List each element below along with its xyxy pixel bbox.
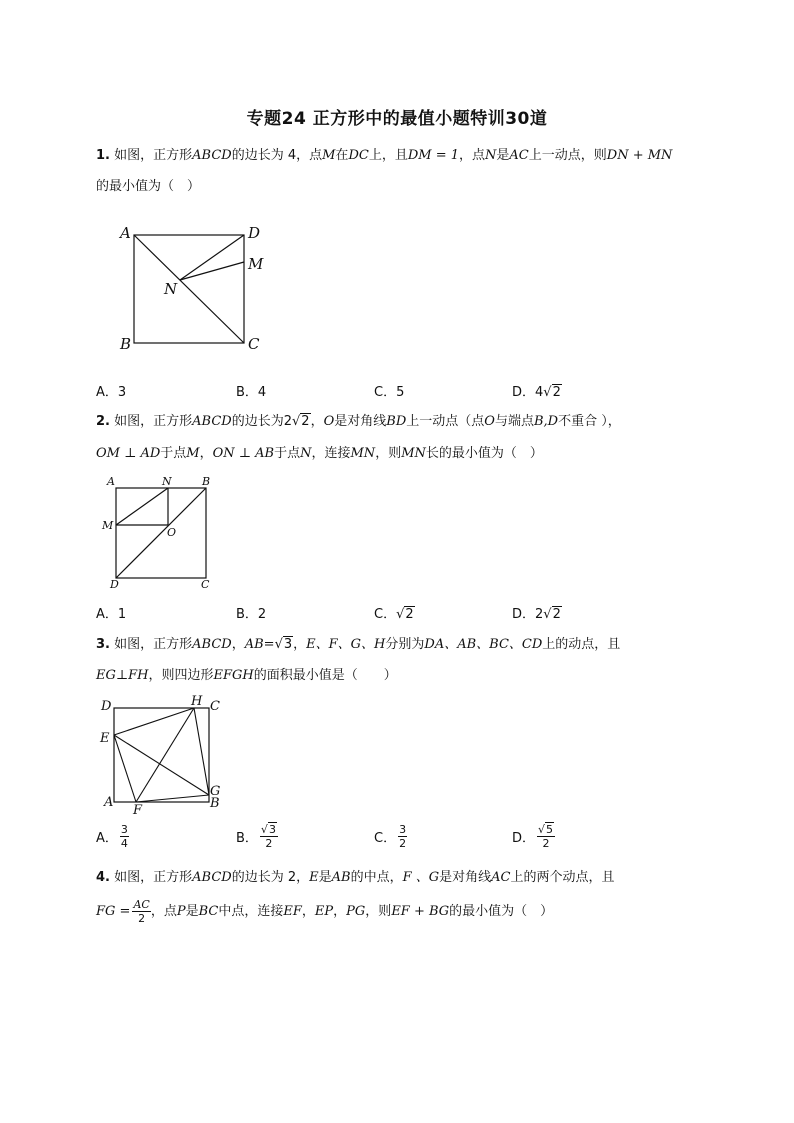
option-2c[interactable]: C．√2 <box>374 607 414 622</box>
label-N: N <box>162 475 172 488</box>
math: AC <box>509 148 529 163</box>
option-3a[interactable]: A． $\frac{3}{4}$ <box>96 823 128 850</box>
question-3-line-2: EG⊥FH，则四边形EFGH的面积最小值是（ ） <box>96 668 397 683</box>
label-C: C <box>201 578 210 591</box>
label-D: D <box>110 578 119 591</box>
math: DC <box>348 148 369 163</box>
text: 上一动点，则 <box>528 148 607 163</box>
label-N: N <box>164 280 178 298</box>
label-F: F <box>133 803 143 816</box>
label-B: B <box>210 796 220 811</box>
label-D: D <box>101 699 112 714</box>
question-3-line-1: 3. 如图，正方形ABCD，AB=√3，E、F、G、H分别为DA、AB、BC、CD上的动点，且 <box>96 637 621 652</box>
label-C: C <box>248 335 260 353</box>
label-C: C <box>210 699 220 714</box>
math: M <box>322 148 336 163</box>
label-A: A <box>107 475 115 488</box>
text: ，点 <box>459 148 486 163</box>
math: DN + MN <box>606 148 673 163</box>
option-1b[interactable]: B．4 <box>236 385 267 400</box>
question-number: 1. <box>96 148 110 163</box>
option-1a[interactable]: A．3 <box>96 385 127 400</box>
question-4-line-1: 4. 如图，正方形ABCD的边长为 2，E是AB的中点，F 、G是对角线AC上的两个动点，且 <box>96 870 615 885</box>
text: 的边长为 4，点 <box>231 148 323 163</box>
label-D: D <box>248 224 261 242</box>
question-4-line-2: FG = $\frac{AC}{2}$ ，点P是BC中点，连接EF，EP，PG，则EF + BG的最小值为（ ） <box>96 898 554 925</box>
text: 如图，正方形 <box>114 148 193 163</box>
option-3b[interactable]: B． $\frac{√3}{2}$ <box>236 823 276 850</box>
figure-q2 <box>100 474 220 592</box>
question-1-line-2: 的最小值为（ ） <box>96 179 201 194</box>
option-2d[interactable]: D．2√2 <box>512 607 561 622</box>
option-3c[interactable]: C． $\frac{3}{2}$ <box>374 823 407 850</box>
option-3d[interactable]: D． $\frac{√5}{2}$ <box>512 823 554 850</box>
text: 在 <box>335 148 349 163</box>
label-B: B <box>202 475 211 488</box>
option-1c[interactable]: C．5 <box>374 385 405 400</box>
math: N <box>485 148 497 163</box>
question-1-line-1 <box>96 146 672 166</box>
question-number: 2. <box>96 414 110 429</box>
question-2-line-1: 2. 如图，正方形ABCD的边长为2√2，O是对角线BD上一动点（点O与端点B,D不重合 ）， <box>96 414 621 429</box>
figure-q3 <box>98 694 228 816</box>
label-M: M <box>102 519 114 532</box>
label-B: B <box>120 335 132 353</box>
label-A: A <box>120 224 131 242</box>
label-O: O <box>167 526 177 539</box>
label-A: A <box>104 795 114 810</box>
page-title: 专题24 正方形中的最值小题特训30道 <box>246 109 548 129</box>
question-number: 3. <box>96 637 110 652</box>
label-H: H <box>191 694 203 709</box>
text: 是 <box>496 148 510 163</box>
text: 上，且 <box>368 148 408 163</box>
question-2-line-2: OM ⊥ AD于点M，ON ⊥ AB于点N，连接MN，则MN长的最小值为（ ） <box>96 446 543 461</box>
figure-q1 <box>112 220 272 360</box>
option-2b[interactable]: B．2 <box>236 607 267 622</box>
label-G: G <box>210 784 221 799</box>
option-1d[interactable]: D．4√2 <box>512 385 561 400</box>
question-number: 4. <box>96 870 110 885</box>
label-M: M <box>248 255 264 273</box>
option-2a[interactable]: A．1 <box>96 607 127 622</box>
math: DM = 1 <box>407 148 459 163</box>
math: ABCD <box>192 148 232 163</box>
label-E: E <box>100 731 110 746</box>
